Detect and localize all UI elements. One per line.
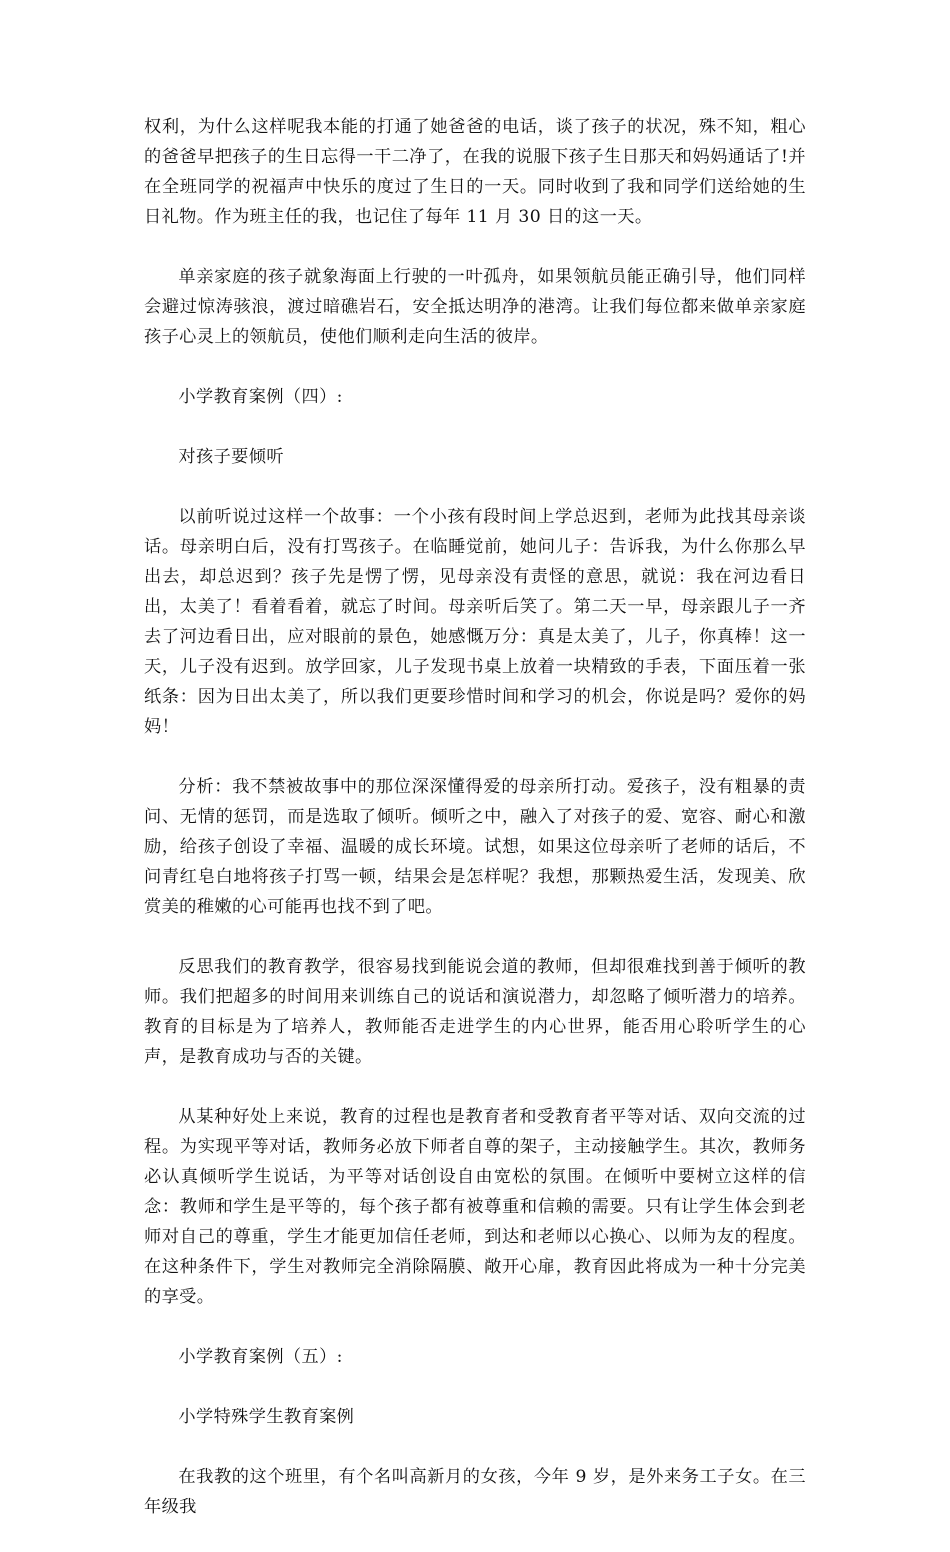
case-five-title: 小学特殊学生教育案例 [178, 1407, 355, 1427]
paragraph-case-five-intro: 在我教的这个班里，有个名叫高新月的女孩，今年 9 岁，是外来务工子女。在三年级我 [144, 1467, 806, 1517]
document-body [144, 112, 806, 1552]
case-four-heading: 小学教育案例（四）: [178, 387, 343, 407]
paragraph-single-parent-conclusion: 单亲家庭的孩子就象海面上行驶的一叶孤舟，如果领航员能正确引导，他们同样会避过惊涛骇浪，渡过暗礁岩石，安全抵达明净的港湾。让我们每位都来做单亲家庭孩子心灵上的领航员，使他们顺利走向生活的彼岸。 [144, 267, 806, 347]
paragraph-continuation: 权利，为什么这样呢我本能的打通了她爸爸的电话，谈了孩子的状况，殊不知，粗心的爸爸早把孩子的生日忘得一干二净了，在我的说服下孩子生日那天和妈妈通话了!并在全班同学的祝福声中快乐的度过了生日的一天。同时收到了我和同学们送给她的生日礼物。作为班主任的我，也记住了每年 11 月 30 日的这一天。 [144, 117, 806, 227]
case-four-title: 对孩子要倾听 [178, 447, 284, 467]
paragraph-story: 以前听说过这样一个故事：一个小孩有段时间上学总迟到，老师为此找其母亲谈话。母亲明白后，没有打骂孩子。在临睡觉前，她问儿子：告诉我，为什么你那么早出去，却总迟到？孩子先是愣了愣，见母亲没有责怪的意思，就说：我在河边看日出，太美了！看着看着，就忘了时间。母亲听后笑了。第二天一早，母亲跟儿子一齐去了河边看日出，应对眼前的景色，她感慨万分：真是太美了，儿子，你真棒！这一天，儿子没有迟到。放学回家，儿子发现书桌上放着一块精致的手表，下面压着一张纸条：因为日出太美了，所以我们更要珍惜时间和学习的机会，你说是吗？爱你的妈妈！ [144, 507, 806, 737]
paragraph-analysis: 分析：我不禁被故事中的那位深深懂得爱的母亲所打动。爱孩子，没有粗暴的责问、无情的惩罚，而是选取了倾听。倾听之中，融入了对孩子的爱、宽容、耐心和激励，给孩子创设了幸福、温暖的成长环境。试想，如果这位母亲听了老师的话后，不问青红皂白地将孩子打骂一顿，结果会是怎样呢？我想，那颗热爱生活，发现美、欣赏美的稚嫩的心可能再也找不到了吧。 [144, 777, 806, 917]
case-five-heading: 小学教育案例（五）: [178, 1347, 343, 1367]
paragraph-equal-dialogue: 从某种好处上来说，教育的过程也是教育者和受教育者平等对话、双向交流的过程。为实现平等对话，教师务必放下师者自尊的架子，主动接触学生。其次，教师务必认真倾听学生说话，为平等对话创设自由宽松的氛围。在倾听中要树立这样的信念：教师和学生是平等的，每个孩子都有被尊重和信赖的需要。只有让学生体会到老师对自己的尊重，学生才能更加信任老师，到达和老师以心换心、以师为友的程度。在这种条件下，学生对教师完全消除隔膜、敞开心扉，教育因此将成为一种十分完美的享受。 [144, 1107, 806, 1307]
paragraph-reflection: 反思我们的教育教学，很容易找到能说会道的教师，但却很难找到善于倾听的教师。我们把超多的时间用来训练自己的说话和演说潜力，却忽略了倾听潜力的培养。教育的目标是为了培养人，教师能否走进学生的内心世界，能否用心聆听学生的心声，是教育成功与否的关键。 [144, 957, 806, 1067]
